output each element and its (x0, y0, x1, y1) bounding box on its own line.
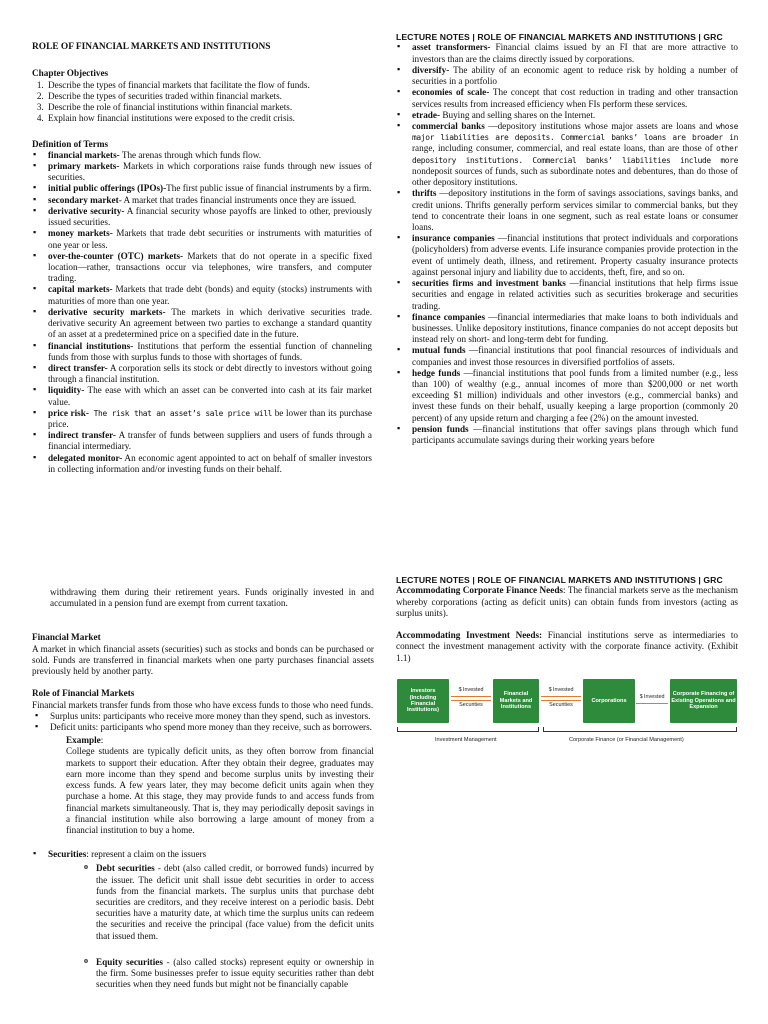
financial-markets-box: Financial Markets and Institutions (493, 679, 539, 723)
flow-securities-label: Securities (459, 702, 483, 708)
corporate-finance-bracket (543, 727, 737, 732)
flow-arrow (541, 696, 581, 697)
page2-right-column (396, 575, 738, 675)
example-label: Example (66, 735, 101, 746)
definition-item: ▪ securities firms and investment banks —financial institutions that help firms issue securities and engage in related activities such as securities brokerage and securities trading. (396, 278, 738, 312)
page1-left-column (32, 42, 372, 497)
definition-item: ▪ hedge funds —financial institutions that pool funds from a limited number (e.g., less than 100) of wealthy (e.g., annual incomes of more than $200,000 or net worth exceeding $1 million) individuals and other investors (e.g., commercial banks) and invest these funds on their behalf, usually keeping a large proportion (commonly 20 percent) of any upside return and charging a fee (2%) on the amount invested. (396, 368, 738, 424)
definitions-list-continued (396, 42, 738, 446)
definition-item: ▪ indirect transfer- A transfer of funds between suppliers and users of funds through a financial intermediary. (32, 430, 372, 452)
objective-item: 1. Describe the types of financial markets that facilitate the flow of funds. (46, 80, 372, 91)
deficit-units-item: ▪ Deficit units: participants who spend more money than they receive, such as borrowers. (34, 722, 374, 733)
corporate-finance-needs-text: Accommodating Corporate Finance Needs: The financial markets serve as the mechanism whereby corporations (acting as deficit units) can obtain funds from investors (acting as surplus units). (396, 585, 738, 618)
lecture-notes-header: LECTURE NOTES | ROLE OF FINANCIAL MARKETS AND INSTITUTIONS | GRC (396, 575, 723, 585)
flow-invested-label: $ Invested (458, 687, 484, 693)
investment-needs-text: Accommodating Investment Needs: Financial institutions serve as intermediaries to connect the investment management activity with the corporate finance activity. (Exhibit 1.1) (396, 630, 738, 663)
investment-management-bracket (397, 727, 539, 732)
definition-item: ▪ secondary market- A market that trades financial instruments once they are issued. (32, 195, 372, 206)
flow-arrow (451, 700, 491, 701)
definition-item: ▪ primary markets- Markets in which corporations raise funds through new issues of securities. (32, 161, 372, 183)
financial-market-heading: Financial Market (32, 632, 101, 643)
investment-management-label: Investment Management (435, 737, 497, 743)
investors-box: Investors (Including Financial Institutions) (397, 679, 449, 723)
example-text: College students are typically deficit units, as they often borrow from financial markets to support their education. After they obtain their degree, graduates may earn more income than they spend and become surplus units by investing their excess funds. A few years later, they may become deficit units again when they purchase a home. At this stage, they may provide funds to and access funds from financial markets simultaneously. That is, they may periodically deposit savings in a financial institution while also borrowing a large amount of money from a financial institution to buy a home. (66, 746, 374, 835)
definition-item: ▪ thrifts —depository institutions in the form of savings associations, savings banks, and credit unions. Thrifts generally perform services similar to commercial banks, but they tend to concentrate their loans in one segment, such as real estate loans or consumer loans. (396, 188, 738, 233)
page1-right-column (396, 32, 738, 498)
definition-item: ▪ finance companies —financial intermediaries that make loans to both individuals and businesses. Unlike depository institutions, finance companies do not accept deposits but instead rely on short- and long-term debt for funding. (396, 312, 738, 346)
securities-list (32, 849, 374, 860)
definition-item: ▪ delegated monitor- An economic agent appointed to act on behalf of smaller investors in collecting information and/or investing funds on their behalf. (32, 453, 372, 475)
flow-invested-label: $ Invested (548, 687, 574, 693)
definition-item: ▪ insurance companies —financial institutions that protect individuals and corporations (policyholders) from adverse events. Life insurance companies provide protection in the event of untimely death, illness, and retirement. Property casualty insurance protects against personal injury and liability due to accidents, theft, fire, and so on. (396, 233, 738, 278)
financial-market-text: A market in which financial assets (securities) such as stocks and bonds can be purchased or sold. Funds are transferred in financial markets when one party purchases financial assets previously held by another party. (32, 643, 374, 677)
surplus-units-item: ▪ Surplus units: participants who receive more money than they spend, such as investors. (34, 711, 374, 722)
corporate-financing-box: Corporate Financing of Existing Operations and Expansion (670, 679, 737, 723)
definition-item: ▪ asset transformers- Financial claims issued by an FI that are more attractive to investors than are the claims directly issued by corporations. (396, 42, 738, 64)
objectives-list (46, 80, 372, 125)
example-block: Example: College students are typically deficit units, as they often borrow from financial markets to support their education. After they obtain their degree, graduates may earn more income than they spend and become surplus units by investing their excess funds. A few years later, they may become deficit units again when they purchase a home. At this stage, they may provide funds to and access funds from financial markets simultaneously. That is, they may periodically deposit savings in a financial institution while also borrowing a large amount of money from a financial institution to buy a home. (66, 735, 374, 835)
definition-item: ▪ price risk- The risk that an asset’s sale price will be lower than its purchase price. (32, 408, 372, 430)
definition-item: ▪ financial markets- The arenas through which funds flow. (32, 150, 372, 161)
flow-securities-label: Securities (549, 702, 573, 708)
objective-item: 2. Describe the types of securities traded within financial markets. (46, 91, 372, 102)
definition-item: ▪ liquidity- The ease with which an asset can be converted into cash at its fair market value. (32, 385, 372, 407)
definition-item: ▪ derivative security- A financial security whose payoffs are linked to other, previously issued securities. (32, 206, 372, 228)
definitions-list (32, 150, 372, 475)
definition-of-terms-heading: Definition of Terms (32, 138, 109, 149)
definition-item: ▪ money markets- Markets that trade debt securities or instruments with maturities of one year or less. (32, 228, 372, 250)
definition-item: ▪ etrade- Buying and selling shares on the Internet. (396, 110, 738, 121)
definition-item: ▪ diversify- The ability of an economic agent to reduce risk by holding a number of securities in a portfolio (396, 65, 738, 87)
securities-types-list (84, 863, 374, 990)
securities-item: ▪ Securities: represent a claim on the issuers (32, 849, 374, 860)
definition-item: ▪ capital markets- Markets that trade debt (bonds) and equity (stocks) instruments with maturities of more than one year. (32, 284, 372, 306)
lecture-notes-header: LECTURE NOTES | ROLE OF FINANCIAL MARKETS AND INSTITUTIONS | GRC (396, 32, 723, 42)
definition-item: ▪ financial institutions- Institutions that perform the essential function of channeling funds from those with surplus funds to those with shortages of funds. (32, 341, 372, 363)
flow-arrow (451, 696, 491, 697)
page2-left-column (32, 587, 374, 1024)
objective-item: 4. Explain how financial institutions were exposed to the credit crisis. (46, 113, 372, 124)
units-list (34, 711, 374, 733)
equity-securities-item: o Equity securities - (also called stocks) represent equity or ownership in the firm. Some businesses prefer to issue equity securities rather than debt securities when they need funds but might not be financially capable (84, 957, 374, 991)
definition-item: ▪ derivative security markets- The markets in which derivative securities trade. derivative security An agreement between two parties to exchange a standard quantity of an asset at a predetermined price on a specified date in the future. (32, 307, 372, 341)
definition-item: ▪ initial public offerings (IPOs)-The first public issue of financial instruments by a firm. (32, 183, 372, 194)
exhibit-flow-diagram (397, 677, 737, 747)
flow-arrow (636, 703, 668, 704)
role-of-financial-markets-heading: Role of Financial Markets (32, 688, 135, 699)
definition-item: ▪ direct transfer- A corporation sells its stock or debt directly to investors without going through a financial institution. (32, 363, 372, 385)
definition-item: ▪ economies of scale- The concept that cost reduction in trading and other transaction services results from increased efficiency when FIs perform these services. (396, 87, 738, 109)
corporations-box: Corporations (583, 679, 635, 723)
definition-item: ▪ commercial banks —depository institutions whose major assets are loans and whose major liabilities are deposits. Commercial banks’ loans are broader in range, including consumer, commercial, and real estate loans, than are those of other depository institutions. Commercial banks’ liabilities include more nondeposit sources of funds, such as subordinate notes and debentures, than do those of other depository institutions. (396, 121, 738, 188)
flow-invested-label: $ Invested (639, 694, 665, 700)
corporate-finance-label: Corporate Finance (or Financial Management) (569, 737, 684, 743)
pension-continuation-text: withdrawing them during their retirement years. Funds originally invested in and accumulated in a pension fund are exempt from current taxation. (50, 587, 374, 609)
definition-item: ▪ pension funds —financial institutions that offer savings plans through which fund participants accumulate savings during their working years before (396, 424, 738, 446)
chapter-objectives-heading: Chapter Objectives (32, 68, 109, 79)
debt-securities-item: o Debt securities - debt (also called credit, or borrowed funds) incurred by the issuer. The deficit unit shall issue debt securities in order to access funds from the financial markets. The surplus units that purchase debt securities are creditors, and they receive interest on a periodic basis. Debt securities have a maturity date, at which time the surplus units can redeem the securities and receive the principal (face value) from the deficit units that issued them. (84, 863, 374, 942)
flow-arrow (541, 700, 581, 701)
objective-item: 3. Describe the role of financial institutions within financial markets. (46, 102, 372, 113)
document-title: ROLE OF FINANCIAL MARKETS AND INSTITUTIONS (32, 42, 271, 52)
role-text: Financial markets transfer funds from those who have excess funds to those who need funds. (32, 699, 374, 710)
definition-item: ▪ over-the-counter (OTC) markets- Markets that do not operate in a specific fixed location—rather, transactions occur via telephones, wire transfers, and computer trading. (32, 251, 372, 285)
definition-item: ▪ mutual funds —financial institutions that pool financial resources of individuals and companies and invest those resources in diversified portfolios of assets. (396, 345, 738, 367)
